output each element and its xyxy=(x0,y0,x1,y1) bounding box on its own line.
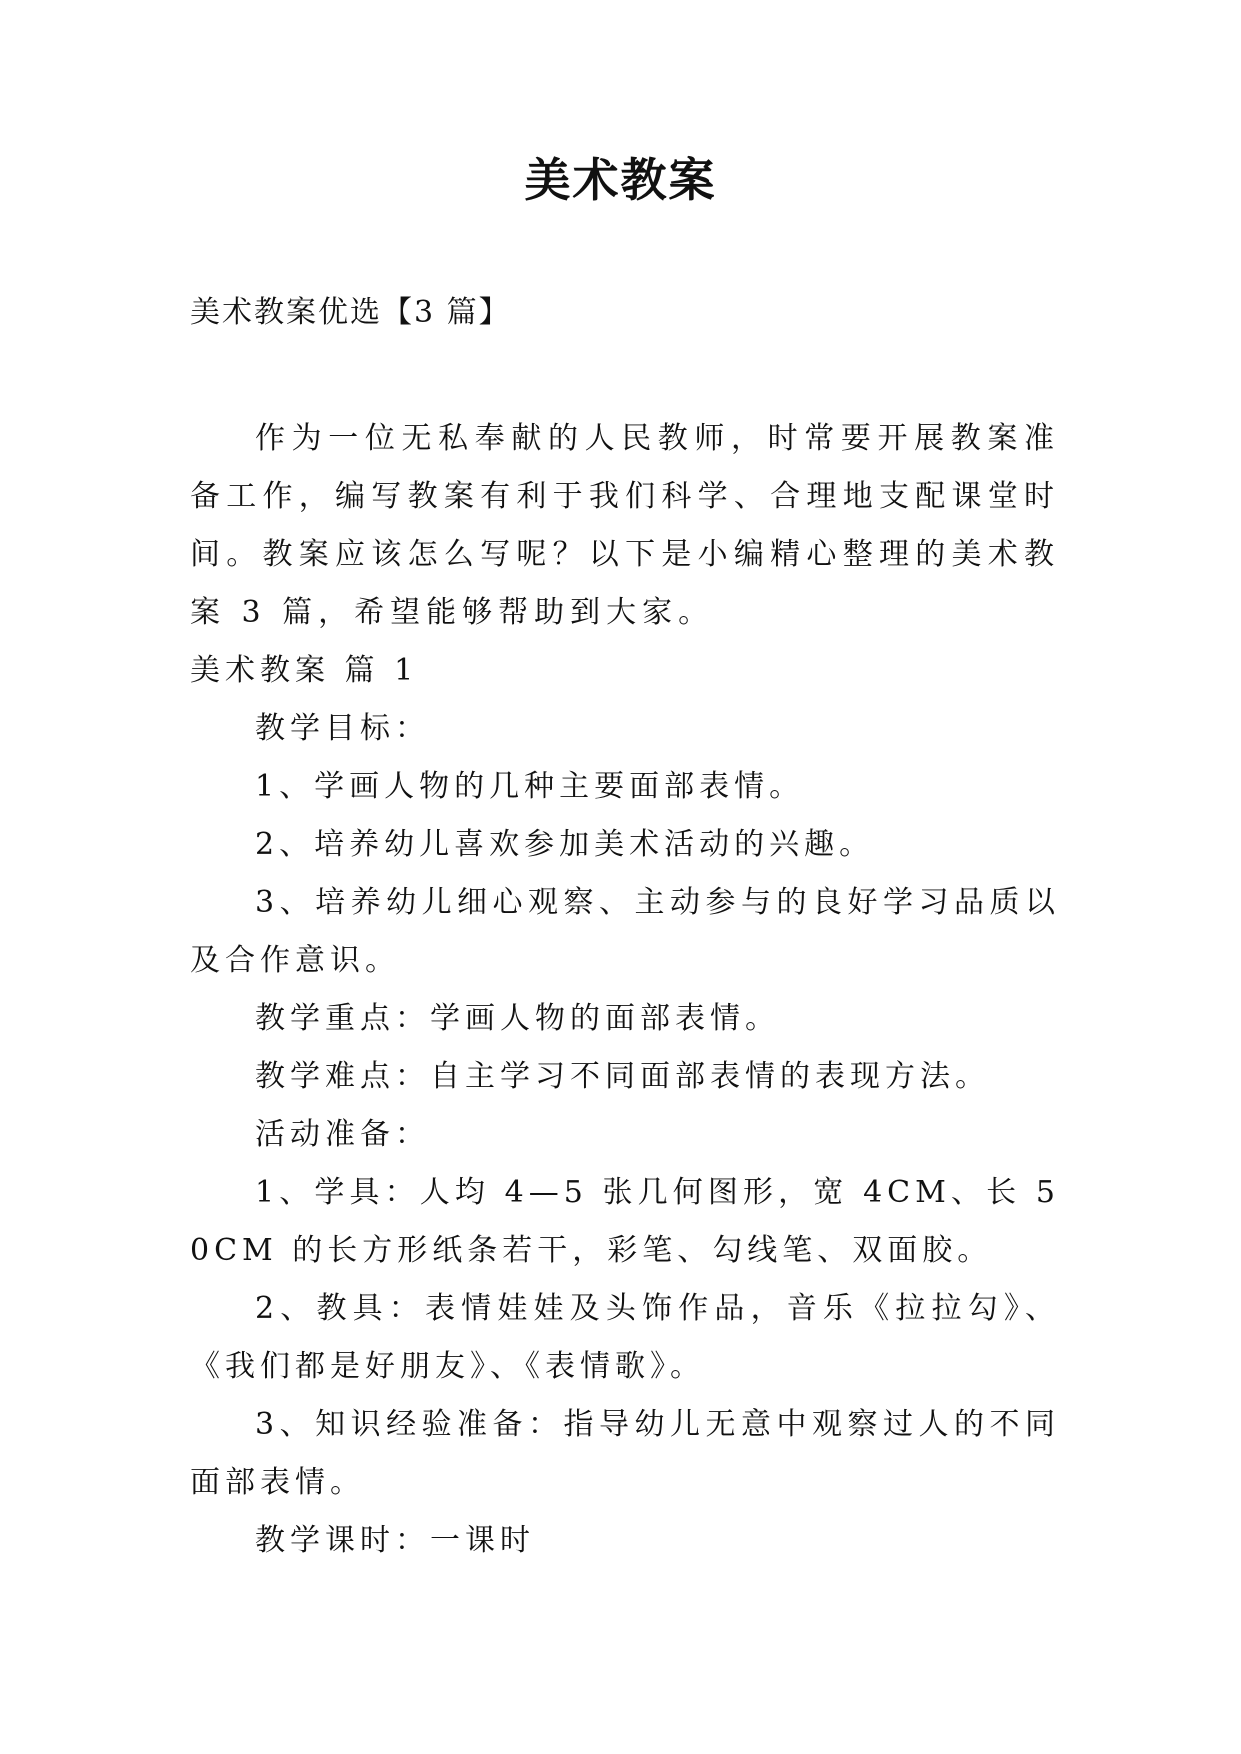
document-body xyxy=(190,410,1060,1570)
teaching-difficulty: 教学难点：自主学习不同面部表情的表现方法。 xyxy=(255,1059,990,1094)
prep-item: 1、学具：人均 4—5 张几何图形，宽 4CM、长 50CM 的长方形纸条若干，彩笔、勾线笔、双面胶。 xyxy=(190,1175,1060,1268)
section-heading: 美术教案 篇 1 xyxy=(190,653,419,688)
goal-item: 1、学画人物的几种主要面部表情。 xyxy=(255,769,805,804)
teaching-focus: 教学重点：学画人物的面部表情。 xyxy=(255,1001,780,1036)
class-hours: 教学课时：一课时 xyxy=(255,1523,535,1558)
teaching-goals-label: 教学目标： xyxy=(255,711,430,746)
activity-prep-label: 活动准备： xyxy=(255,1117,430,1152)
prep-item: 2、教具：表情娃娃及头饰作品，音乐《拉拉勾》、《我们都是好朋友》、《表情歌》。 xyxy=(190,1291,1060,1384)
prep-item: 3、知识经验准备：指导幼儿无意中观察过人的不同面部表情。 xyxy=(190,1407,1060,1500)
document-title: 美术教案 xyxy=(524,153,717,207)
goal-item: 2、培养幼儿喜欢参加美术活动的兴趣。 xyxy=(255,827,875,862)
intro-paragraph: 作为一位无私奉献的人民教师，时常要开展教案准备工作，编写教案有利于我们科学、合理地支配课堂时间。教案应该怎么写呢？以下是小编精心整理的美术教案 3 篇，希望能够帮助到大家。 xyxy=(190,421,1060,630)
document-subtitle: 美术教案优选【3 篇】 xyxy=(190,295,511,330)
goal-item: 3、培养幼儿细心观察、主动参与的良好学习品质以及合作意识。 xyxy=(190,885,1060,978)
